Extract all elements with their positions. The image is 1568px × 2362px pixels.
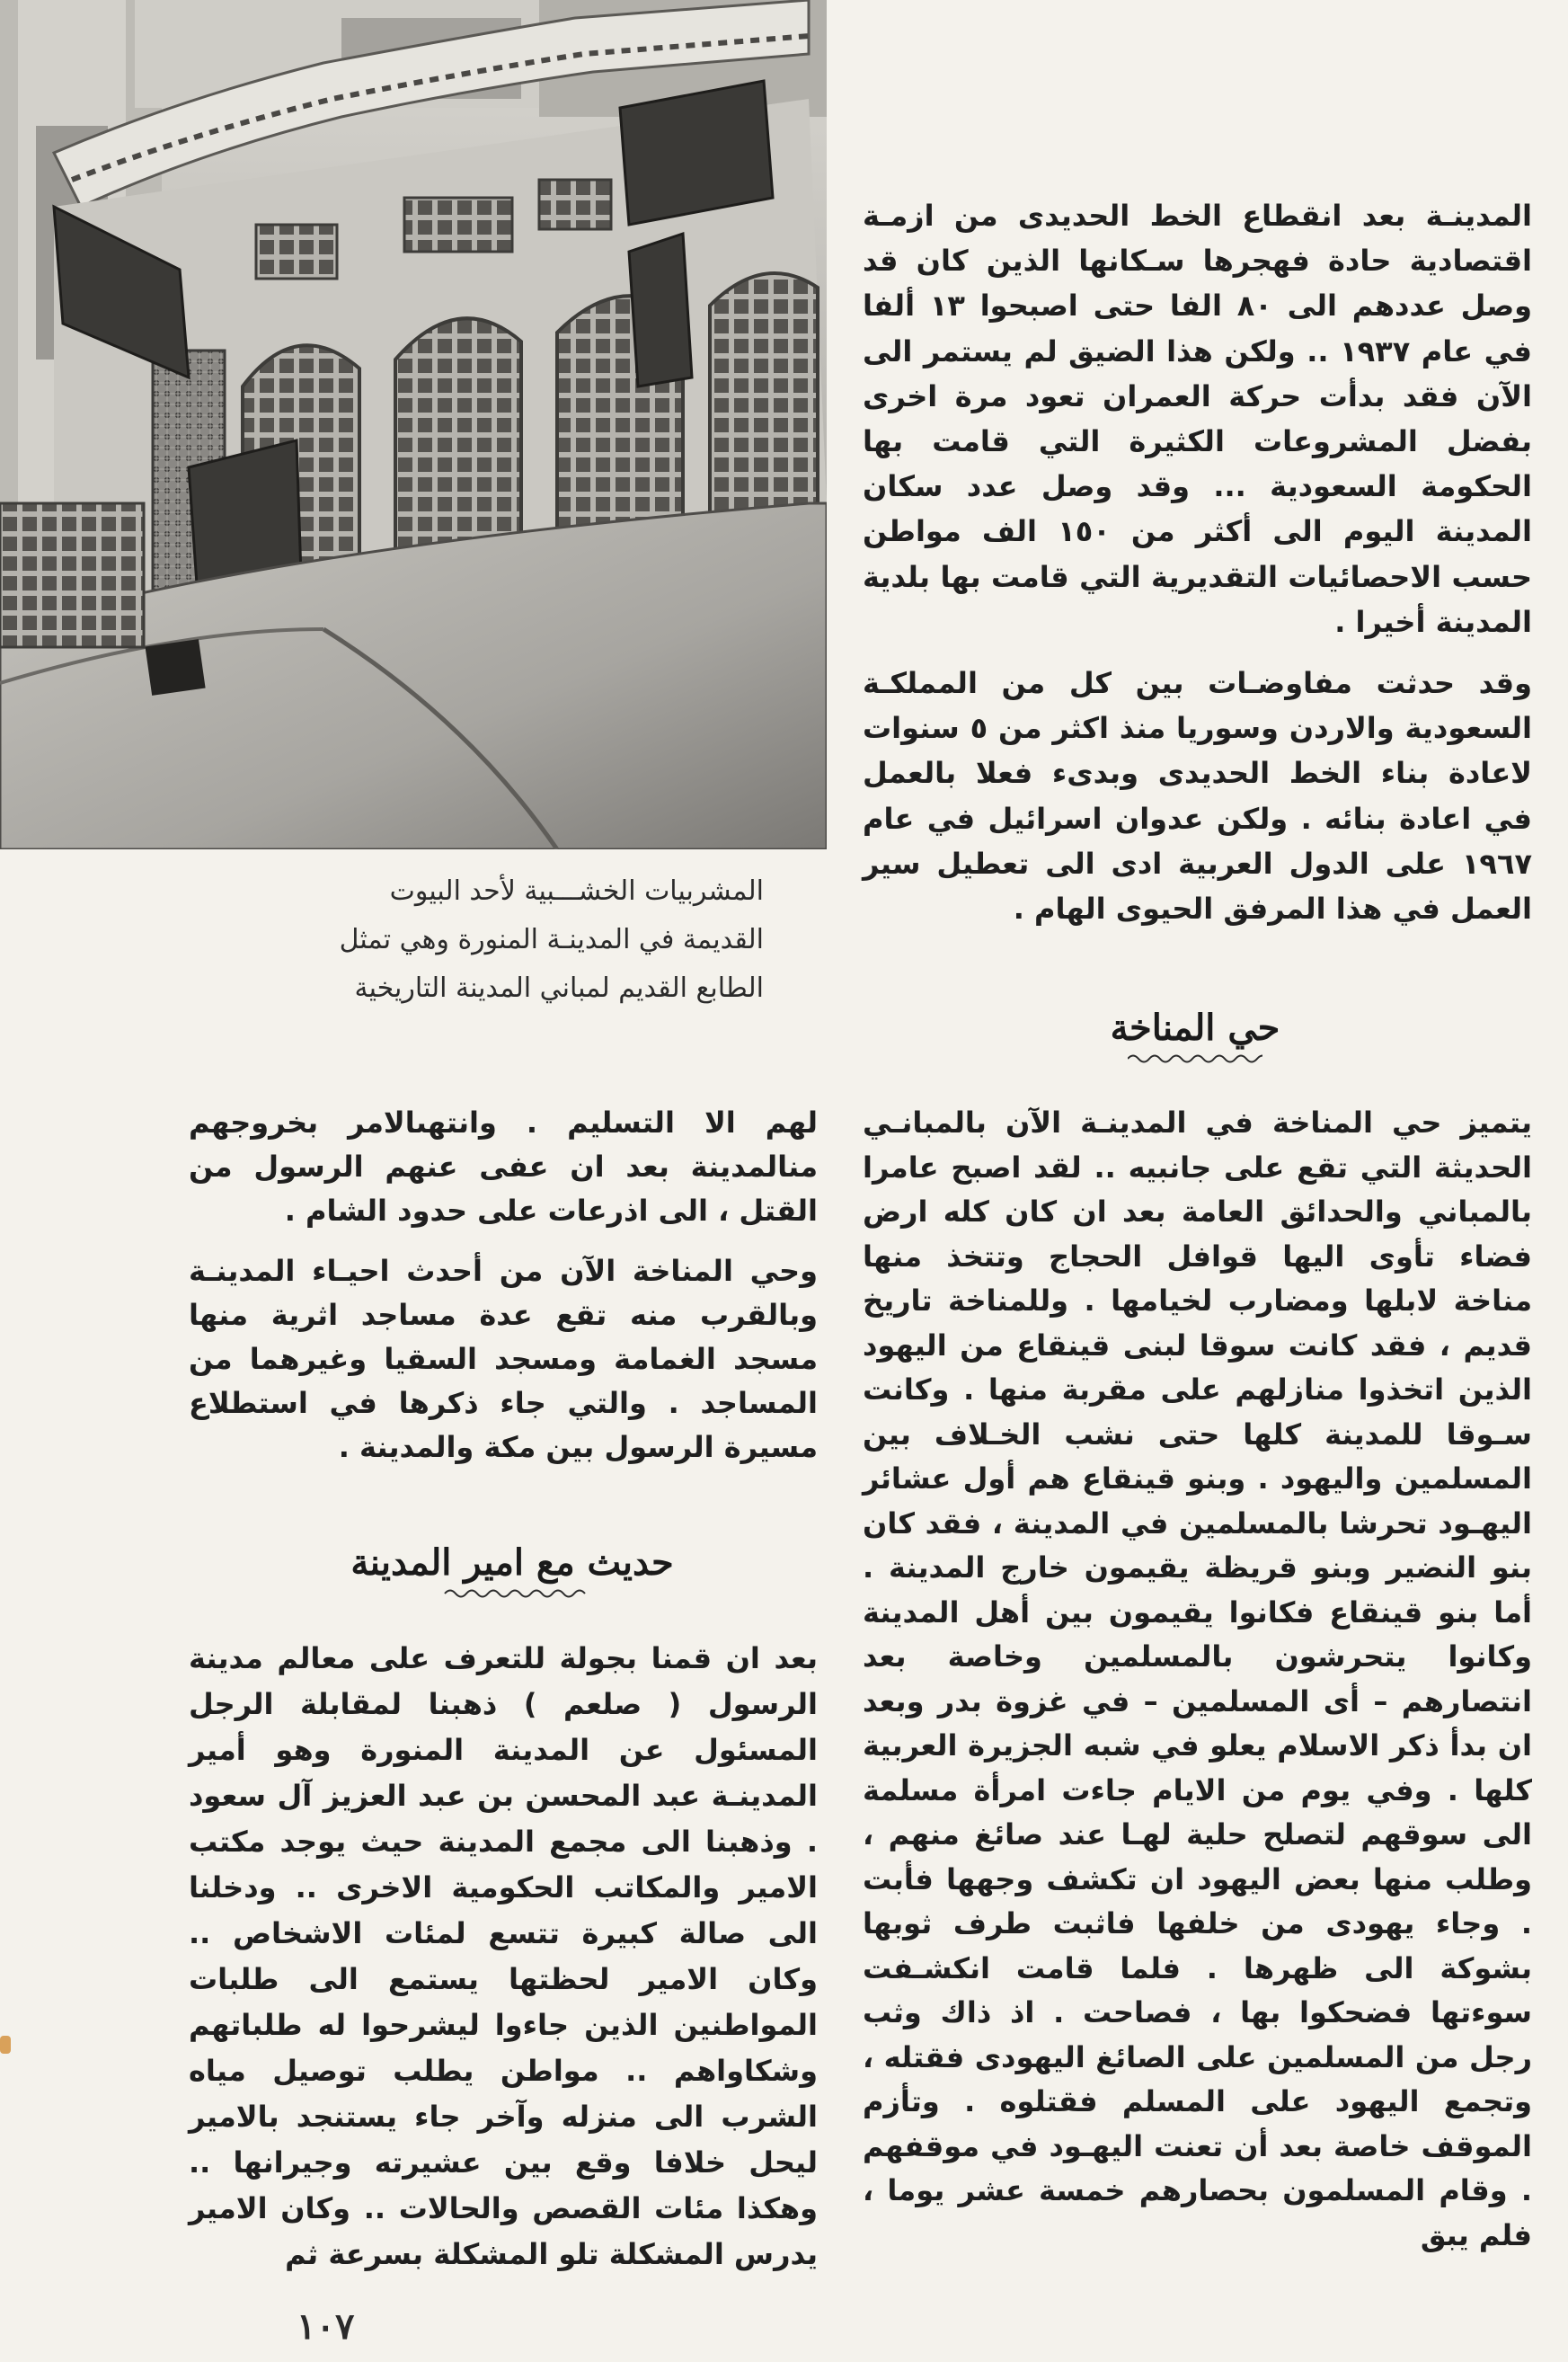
heading-text: حي المناخة [1110,1007,1280,1049]
right-column-bottom [863,1101,1532,2274]
left-column-top [189,1101,818,1486]
photo-caption [261,867,764,1013]
mashrabiya-photo-illustration [0,0,827,849]
paragraph: وحي المناخة الآن من أحدث احيـاء المدينـة وبالقرب منه تقع عدة مساجد اثرية منها مسجد الغمامة ومسجد السقيا وغيرهما من المساجد . والتي جاء ذكرها في استطلاع مسيرة الرسول بين مكة والمدينة . [189,1254,818,1464]
paragraph: المدينـة بعد انقطاع الخط الحديدى من ازمـة اقتصادية حادة فهجرها سـكانها الذين كان قد وصل عددهم الى ٨٠ الفا حتى اصبحوا ١٣ ألفا في عام ١٩٣٧ .. ولكن هذا الضيق لم يستمر الى الآن فقد بدأت حركة العمران تعود مرة اخرى بفضل المشروعات الكثيرة التي قامت بها الحكومة السعودية ... وقد وصل عدد سكان المدينة اليوم الى أكثر من ١٥٠ الف مواطن حسب الاحصائيات التقديرية التي قامت بها بلدية المدينة أخيرا . [863,199,1533,639]
wavy-underline-icon [1128,1052,1262,1065]
paragraph: يتميز حي المناخة في المدينـة الآن بالمبانـي الحديثة التي تقع على جانبيه .. لقد اصبح عامرا بالمباني والحدائق العامة بعد ان كان كله ارض فضاء تأوى اليها قوافل الحجاج وتتخذ منها مناخة لابلها ومضارب لخيامها . وللمناخة تاريخ قديم ، فقد كانت سوقا لبنى قينقاع من اليهود الذين اتخذوا منازلهم على مقربة منها . وكانت سـوقا للمدينة كلها حتى نشب الخـلاف بين المسلمين واليهود . وبنو قينقاع هم أول عشائر اليهـود تحرشا بالمسلمين في المدينة ، فقد كان بنو النضير وبنو قريظة يقيمون خارج المدينة . أما بنو قينقاع فكانوا يقيمون بين أهل المدينة وكانوا يتحرشون بالمسلمين وخاصة بعد انتصارهم – أى المسلمين – في غزوة بدر وبعد ان بدأ ذكر الاسلام يعلو في شبه الجزيرة العربية كلها . وفي يوم من الايام جاءت امرأة مسلمة الى سوقهم لتصلح حلية لهـا عند صائغ منهم ، وطلب منها بعض اليهود ان تكشف وجهها فأبت . وجاء يهودى من خلفها فاثبت طرف ثوبها بشوكة الى ظهرها . فلما قامت انكشـفت سوءتها فضحكوا بها ، فصاحت . اذ ذاك وثب رجل من المسلمين على الصائغ اليهودى فقتله ، وتجمع اليهود على المسلم فقتلوه . وتأزم الموقف خاصة بعد أن تعنت اليهـود في موقفهم . وقام المسلمون بحصارهم خمسة عشر يوما ، فلم يبق [863,1106,1532,2252]
paragraph: بعد ان قمنا بجولة للتعرف على معالم مدينة الرسول ( صلعم ) ذهبنا لمقابلة الرجل المسئول عن المدينة المنورة وهو أمير المدينـة عبد المحسن بن عبد العزيز آل سعود . وذهبنا الى مجمع المدينة حيث يوجد مكتب الامير والمكاتب الحكومية الاخرى .. ودخلنا الى صالة كبيرة تتسع لمئات الاشخاص .. وكان الامير لحظتها يستمع الى طلبات المواطنين الذين جاءوا ليشرحوا له طلباتهم وشكاواهم .. مواطن يطلب توصيل مياه الشرب الى منزله وآخر جاء يستنجد بالامير ليحل خلافا وقع بين عشيرته وجيرانها .. وهكذا مئات القصص والحالات .. وكان الامير يدرس المشكلة تلو المشكلة بسرعة ثم [189,1641,818,2271]
section-heading-manakha [1060,1007,1330,1065]
right-column-top [863,193,1532,947]
page-number: ١٠٧ [297,2305,355,2348]
paragraph: لهم الا التسليم . وانتهىالامر بخروجهم منالمدينة بعد ان عفى عنهم الرسول من القتل ، الى اذرعات على حدود الشام . [189,1106,818,1228]
left-column-bottom [189,1636,818,2294]
wavy-underline-icon [422,1587,602,1600]
caption-line-2: القديمة في المدينـة المنورة وهي تمثل [339,924,764,955]
section-heading-amir [323,1541,701,1600]
paragraph: وقد حدثت مفاوضـات بين كل من المملكـة السعودية والاردن وسوريا منذ اكثر من ٥ سنوات لاعادة بناء الخط الحديدى وبدىء فعلا بالعمل في اعادة بنائه . ولكن عدوان اسرائيل في عام ١٩٦٧ على الدول العربية ادى الى تعطيل سير العمل في هذا المرفق الحيوى الهام . [863,666,1533,927]
mashrabiya-photo [0,0,827,849]
paper-stain [0,2036,11,2054]
caption-line-3: الطابع القديم لمباني المدينة التاريخية [354,972,764,1004]
caption-line-1: المشربيات الخشـــبية لأحد البيوت [389,875,764,907]
heading-text: حديث مع امير المدينة [350,1541,674,1584]
